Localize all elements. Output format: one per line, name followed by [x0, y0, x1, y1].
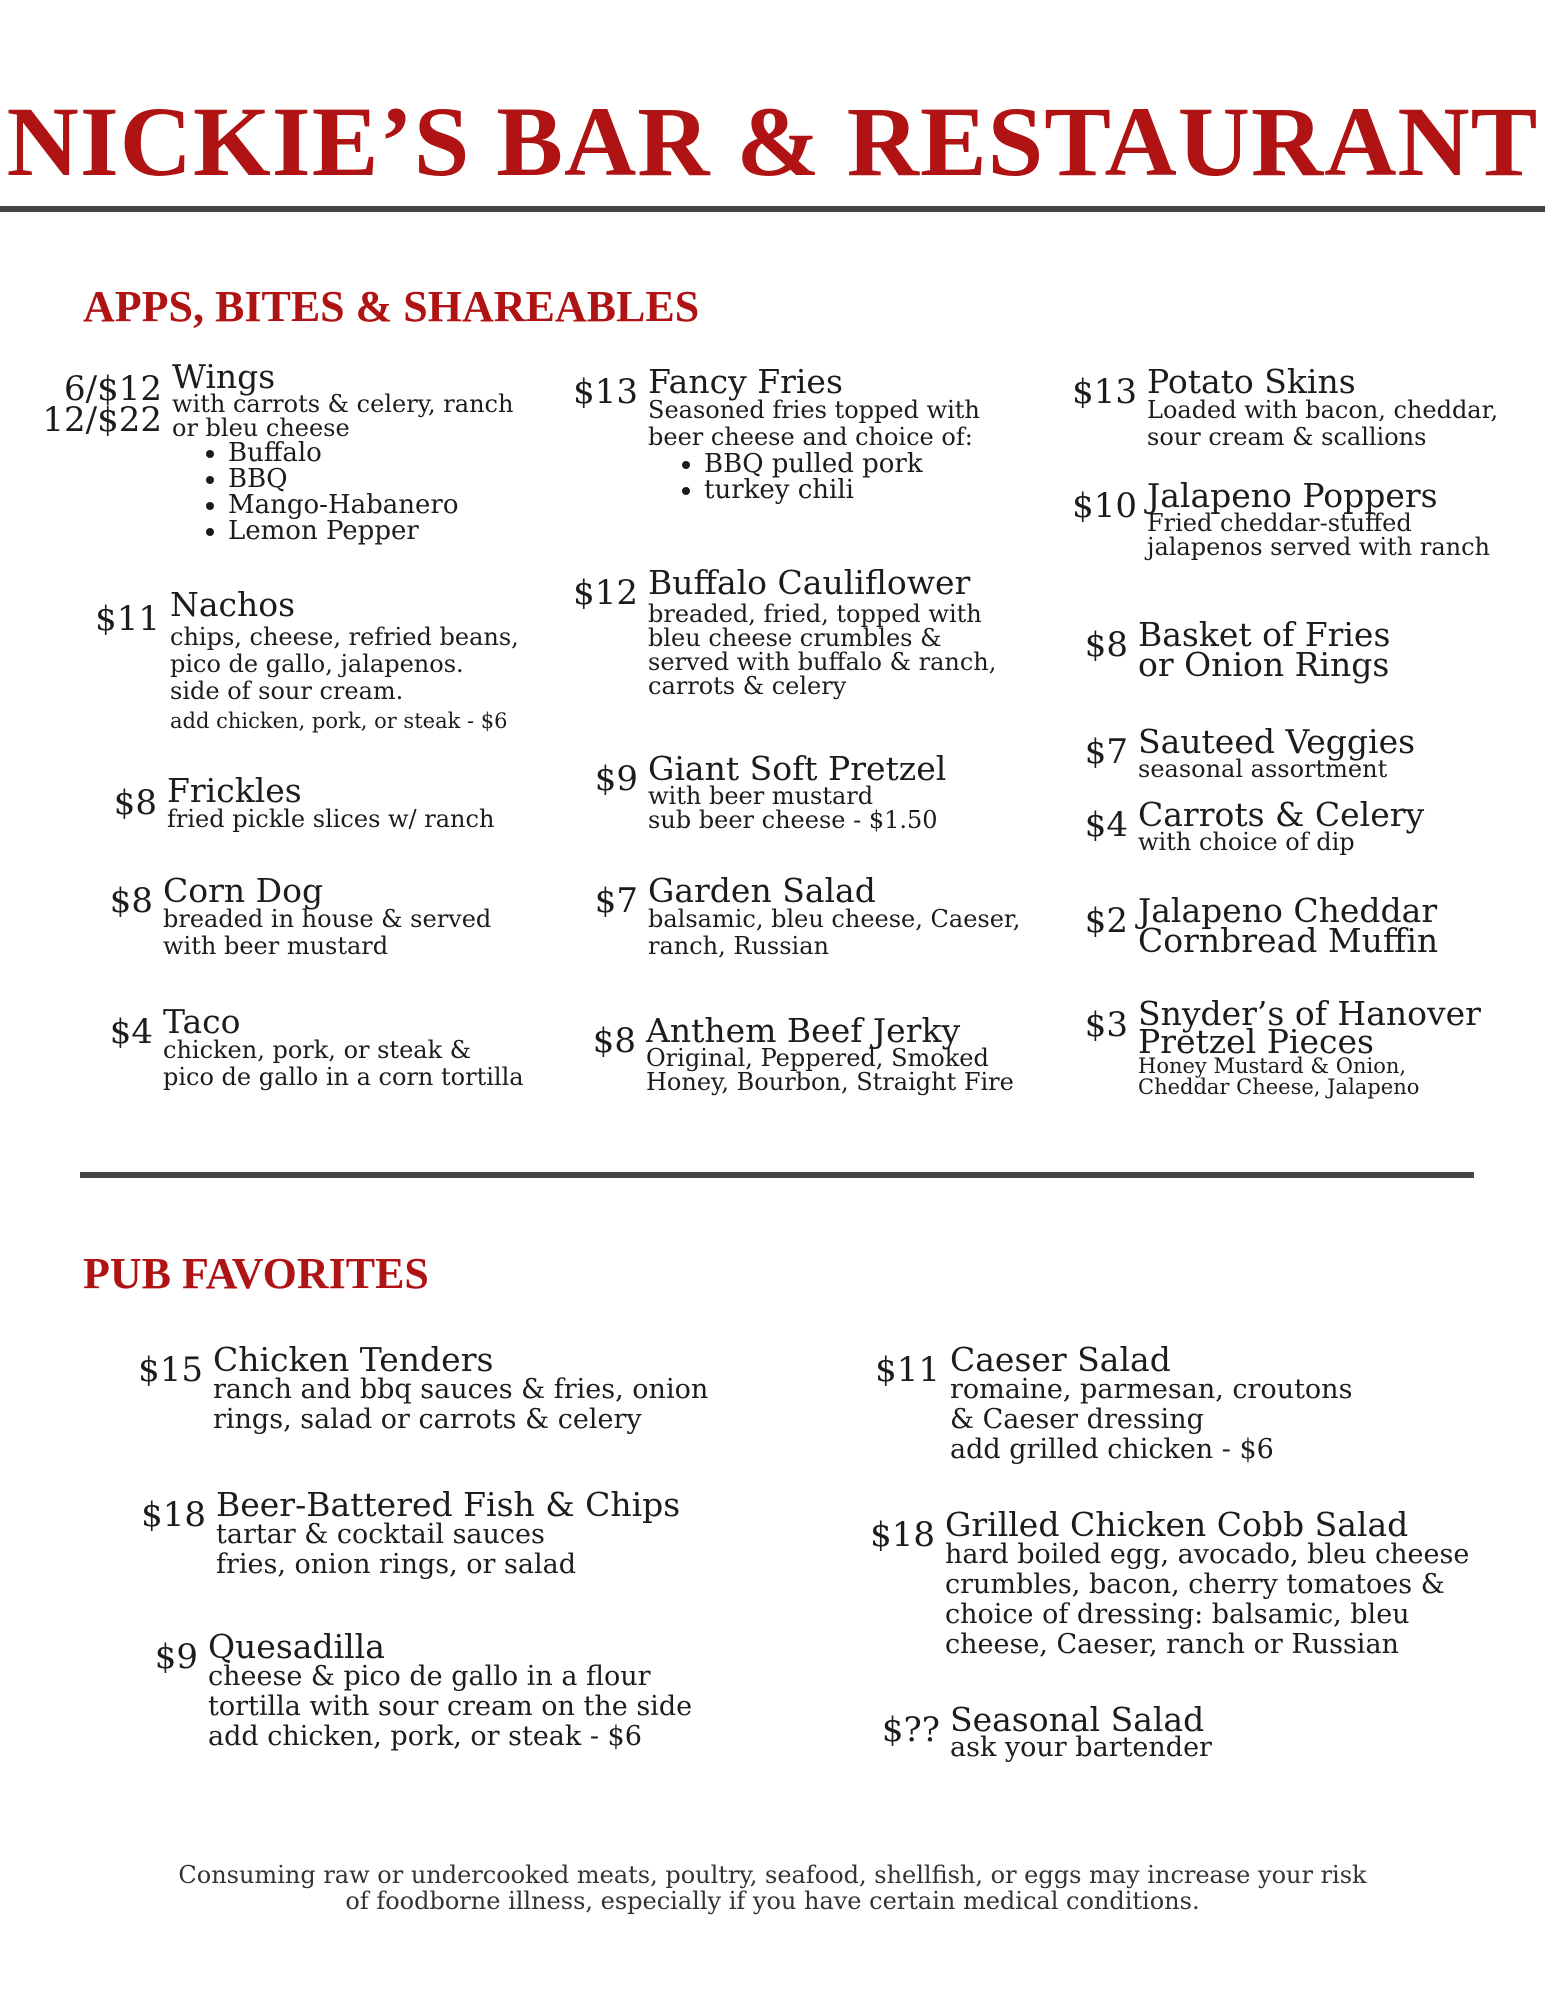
item-desc: jalapenos served with ranch — [1147, 533, 1490, 561]
item-name: Giant Soft Pretzel — [648, 749, 947, 788]
item-desc: pico de gallo in a corn tortilla — [163, 1063, 524, 1091]
item-desc: hard boiled egg, avocado, bleu cheese — [945, 1539, 1470, 1570]
item-desc: Fried cheddar-stuffed — [1147, 509, 1412, 537]
item-name: Seasonal Salad — [950, 1700, 1205, 1739]
item-name: Fancy Fries — [648, 362, 843, 401]
item-desc: beer cheese and choice of: — [648, 423, 973, 451]
item-desc: tartar & cocktail sauces — [216, 1519, 545, 1550]
item-name: Frickles — [167, 771, 302, 810]
item-desc: cheese & pico de gallo in a flour — [208, 1661, 651, 1692]
item-desc: with beer mustard — [163, 932, 389, 960]
item-price: $4 — [109, 1012, 153, 1052]
item-desc: carrots & celery — [648, 672, 847, 700]
menu-item-chicken-tenders — [138, 1340, 709, 1435]
menu-item-basket-of-fries — [1084, 615, 1391, 684]
menu-item-cobb-salad — [870, 1505, 1470, 1660]
item-name: Sauteed Veggies — [1138, 722, 1416, 761]
item-desc: Honey Mustard & Onion, — [1138, 1054, 1407, 1078]
restaurant-title: NICKIE’S BAR & RESTAURANT — [6, 86, 1539, 197]
item-desc: cheese, Caeser, ranch or Russian — [945, 1629, 1399, 1660]
menu-item-corn-dog — [109, 871, 492, 960]
item-desc: tortilla with sour cream on the side — [208, 1691, 693, 1722]
menu-item-pretzel-pieces — [1084, 994, 1481, 1099]
item-desc: seasonal assortment — [1138, 755, 1388, 783]
item-desc: chips, cheese, refried beans, — [170, 623, 519, 651]
item-price: $9 — [154, 1637, 198, 1677]
menu-item-jalapeno-poppers — [1072, 476, 1490, 561]
item-name: or Onion Rings — [1138, 645, 1390, 684]
item-note: add chicken, pork, or steak - $6 — [170, 709, 508, 733]
item-desc: balsamic, bleu cheese, Caeser, — [648, 905, 1021, 933]
item-desc: breaded in house & served — [163, 905, 492, 933]
item-name: Jalapeno Poppers — [1147, 476, 1438, 515]
item-name: Nachos — [170, 585, 296, 624]
menu-item-carrots-celery — [1084, 795, 1425, 856]
menu-item-giant-soft-pretzel — [594, 749, 947, 834]
item-desc: side of sour cream. — [170, 677, 404, 705]
option-item: • turkey chili — [704, 477, 980, 503]
item-desc: Seasoned fries topped with — [648, 396, 980, 424]
item-price: 6/$12 12/$22 — [42, 369, 162, 440]
item-desc: ask your bartender — [950, 1732, 1212, 1763]
item-desc: choice of dressing: balsamic, bleu — [945, 1599, 1410, 1630]
item-price: $11 — [95, 599, 160, 639]
item-desc: crumbles, bacon, cherry tomatoes & — [945, 1569, 1445, 1600]
header-divider — [0, 206, 1545, 212]
item-desc: pico de gallo, jalapenos. — [170, 650, 464, 678]
item-price: $8 — [109, 881, 153, 921]
menu-item-potato-skins — [1072, 362, 1499, 451]
item-name: Cornbread Muffin — [1138, 921, 1439, 960]
food-safety-disclaimer — [0, 1862, 1545, 1914]
item-name: Pretzel Pieces — [1138, 1022, 1374, 1061]
item-name: Caeser Salad — [950, 1340, 1171, 1379]
item-desc: Honey, Bourbon, Straight Fire — [646, 1068, 1014, 1096]
option-item: • Mango-Habanero — [228, 492, 513, 518]
option-item: • BBQ — [228, 466, 513, 492]
menu-item-anthem-beef-jerky — [592, 1011, 1014, 1096]
item-desc: sub beer cheese - $1.50 — [648, 806, 938, 834]
item-name: Taco — [163, 1002, 241, 1041]
item-price: $10 — [1072, 486, 1137, 526]
item-price: $8 — [1084, 625, 1128, 665]
item-price: $8 — [113, 783, 157, 823]
option-item: • BBQ pulled pork — [704, 451, 980, 477]
item-desc: served with buffalo & ranch, — [648, 648, 997, 676]
item-name: Anthem Beef Jerky — [646, 1011, 961, 1050]
item-desc: chicken, pork, or steak & — [163, 1036, 472, 1064]
item-desc: with choice of dip — [1138, 828, 1355, 856]
item-desc: sour cream & scallions — [1147, 423, 1427, 451]
item-desc: fried pickle slices w/ ranch — [167, 805, 495, 833]
pub-favorites-heading: PUB FAVORITES — [83, 1249, 429, 1298]
item-desc: or bleu cheese — [172, 414, 350, 442]
item-price: $13 — [1072, 372, 1137, 412]
menu-item-taco — [109, 1002, 524, 1091]
item-name: Quesadilla — [208, 1627, 385, 1666]
option-item: • Lemon Pepper — [228, 518, 513, 544]
item-price: $12 — [573, 573, 638, 613]
item-desc: fries, onion rings, or salad — [216, 1549, 576, 1580]
item-desc: add grilled chicken - $6 — [950, 1434, 1274, 1465]
menu-item-quesadilla — [154, 1627, 693, 1752]
menu-item-cornbread-muffin — [1084, 891, 1439, 960]
item-price: $18 — [141, 1495, 206, 1535]
item-name: Jalapeno Cheddar — [1138, 891, 1438, 930]
menu-item-frickles — [113, 771, 495, 833]
item-price: $7 — [594, 881, 638, 921]
menu-item-seasonal-salad — [881, 1700, 1212, 1763]
item-desc: Loaded with bacon, cheddar, — [1147, 396, 1499, 424]
menu-item-wings — [42, 357, 514, 546]
item-name: Garden Salad — [648, 871, 876, 910]
menu-item-caeser-salad — [875, 1340, 1353, 1465]
menu-item-fancy-fries — [573, 362, 980, 505]
section-divider — [80, 1172, 1474, 1178]
item-name: Corn Dog — [163, 871, 324, 910]
item-name: Carrots & Celery — [1138, 795, 1425, 834]
item-price: $15 — [138, 1350, 203, 1390]
item-desc: Original, Peppered, Smoked — [646, 1044, 989, 1072]
disclaimer-line: Consuming raw or undercooked meats, poultry, seafood, shellfish, or eggs may increase your risk — [178, 1861, 1367, 1889]
item-desc: rings, salad or carrots & celery — [213, 1404, 642, 1435]
item-desc: & Caeser dressing — [950, 1404, 1204, 1435]
item-price: $7 — [1084, 732, 1128, 772]
menu-item-garden-salad — [594, 871, 1021, 960]
item-desc: ranch and bbq sauces & fries, onion — [213, 1374, 709, 1405]
item-name: Beer-Battered Fish & Chips — [216, 1485, 681, 1524]
disclaimer-line: of foodborne illness, especially if you have certain medical conditions. — [345, 1887, 1200, 1915]
item-name: Potato Skins — [1147, 362, 1356, 401]
item-desc: Cheddar Cheese, Jalapeno — [1138, 1075, 1420, 1099]
item-price: $3 — [1084, 1005, 1128, 1045]
item-desc: with carrots & celery, ranch — [172, 390, 514, 418]
item-name: Wings — [172, 357, 276, 396]
item-desc: breaded, fried, topped with — [648, 600, 982, 628]
item-name: Chicken Tenders — [213, 1340, 494, 1379]
item-price: $11 — [875, 1350, 940, 1390]
item-desc: with beer mustard — [648, 782, 874, 810]
item-name: Basket of Fries — [1138, 615, 1391, 654]
item-name: Buffalo Cauliflower — [648, 563, 971, 602]
menu-item-sauteed-veggies — [1084, 722, 1416, 783]
item-price: $2 — [1084, 901, 1128, 941]
item-desc: bleu cheese crumbles & — [648, 624, 942, 652]
item-price: $13 — [573, 372, 638, 412]
item-price: $4 — [1084, 805, 1128, 845]
item-price: $9 — [594, 759, 638, 799]
apps-heading: APPS, BITES & SHAREABLES — [83, 282, 700, 331]
item-name: Grilled Chicken Cobb Salad — [945, 1505, 1409, 1544]
item-name: Snyder’s of Hanover — [1138, 994, 1481, 1033]
menu-item-fish-chips — [141, 1485, 681, 1580]
item-options — [648, 451, 980, 503]
item-options — [172, 440, 513, 544]
item-price: $?? — [881, 1710, 940, 1750]
item-desc: romaine, parmesan, croutons — [950, 1374, 1353, 1405]
menu-item-nachos — [95, 585, 519, 734]
menu-item-buffalo-cauliflower — [573, 563, 997, 700]
item-desc: add chicken, pork, or steak - $6 — [208, 1721, 642, 1752]
item-price: $18 — [870, 1515, 935, 1555]
option-item: • Buffalo — [228, 440, 513, 466]
item-price: $8 — [592, 1021, 636, 1061]
item-desc: ranch, Russian — [648, 932, 829, 960]
